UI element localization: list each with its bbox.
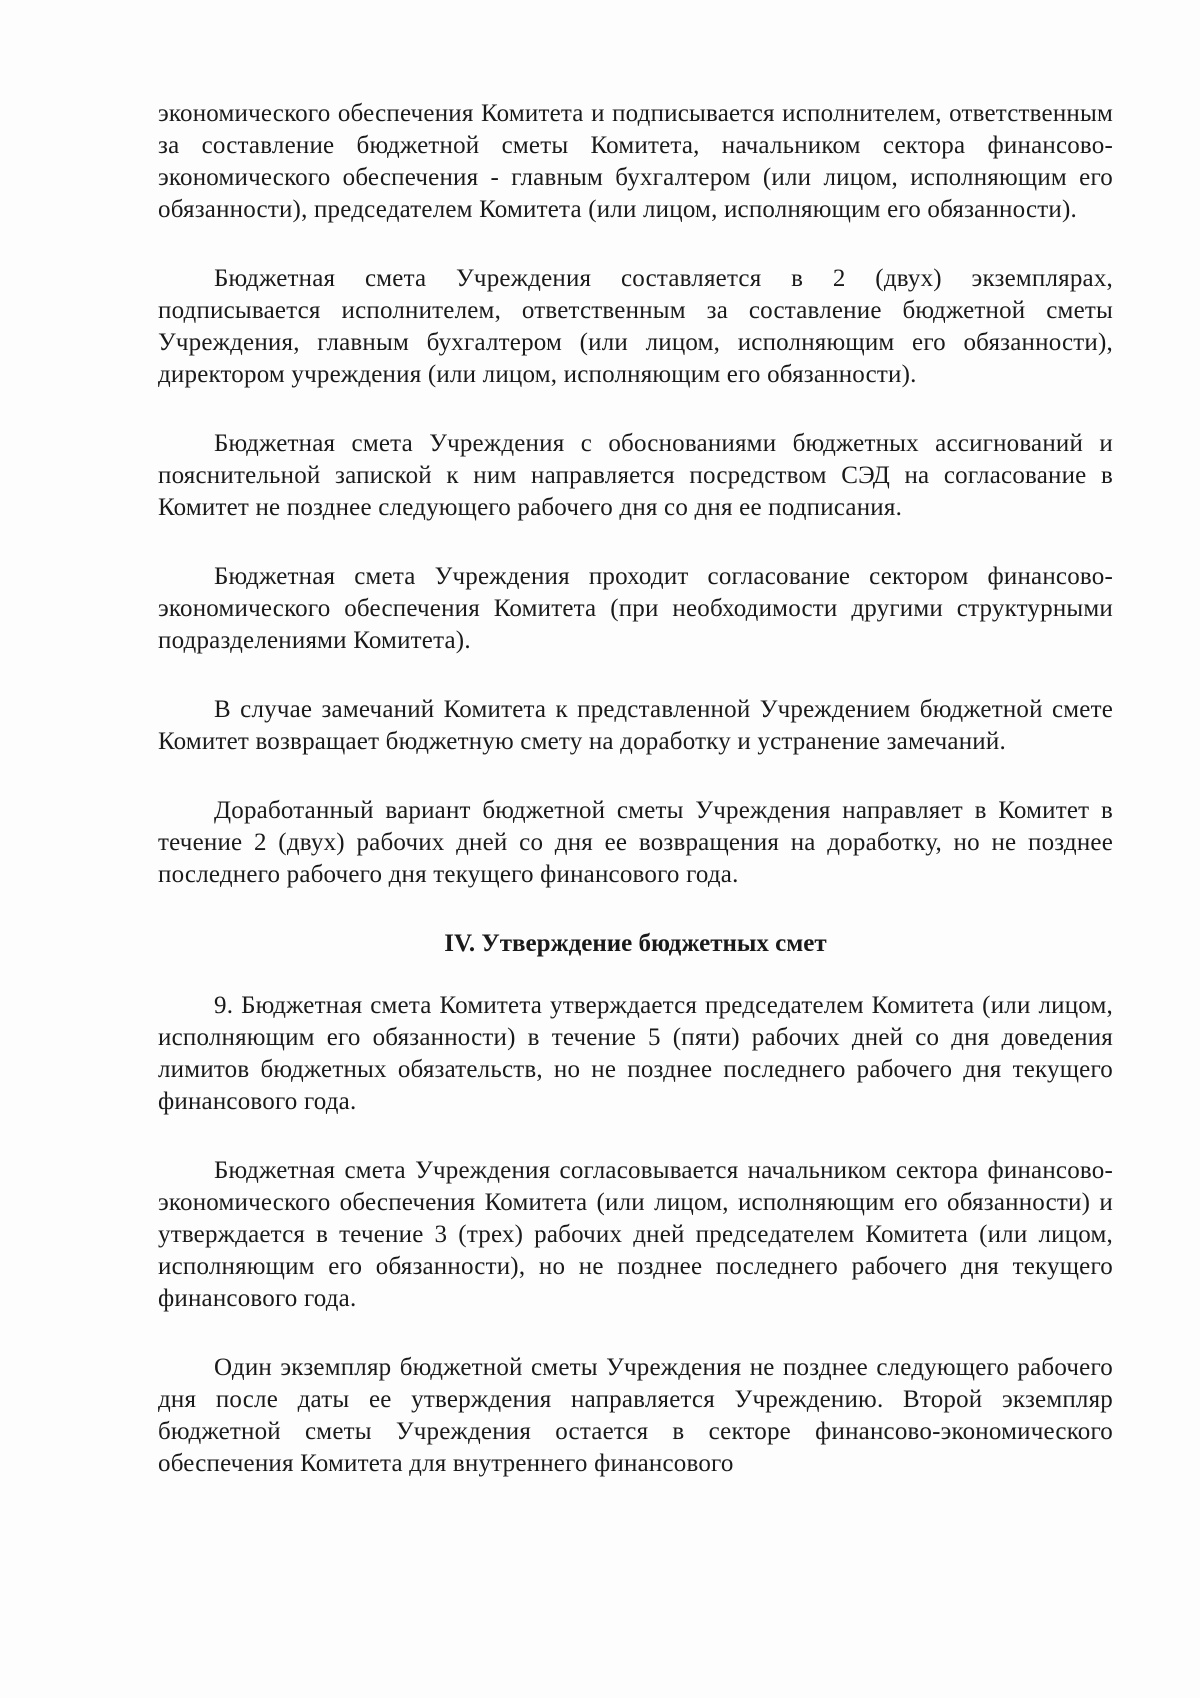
paragraph-revised-version: Доработанный вариант бюджетной сметы Учреждения направляет в Комитет в течение 2 (двух) рабочих дней со дня ее возвращения на доработку, но не позднее последнего рабочего дня текущего финансового года.	[158, 797, 1113, 888]
paragraph-estimate-approval-sector: Бюджетная смета Учреждения проходит согласование сектором финансово-экономического обеспечения Комитета (при необходимости другими структурными подразделениями Комитета).	[158, 563, 1113, 654]
paragraph-institution-estimate-copies: Бюджетная смета Учреждения составляется в 2 (двух) экземплярах, подписывается исполнителем, ответственным за составление бюджетной сметы Учреждения, главным бухгалтером (или лицом, исполняющим его обязанности), директором учреждения (или лицом, исполняющим его обязанности).	[158, 265, 1113, 388]
paragraph-continuation: экономического обеспечения Комитета и подписывается исполнителем, ответственным за составление бюджетной сметы Комитета, начальником сектора финансово-экономического обеспечения - главным бухгалтером (или лицом, исполняющим его обязанности), председателем Комитета (или лицом, исполняющим его обязанности).	[158, 100, 1113, 223]
paragraph-estimate-submission: Бюджетная смета Учреждения с обоснованиями бюджетных ассигнований и пояснительной запиской к ним направляется посредством СЭД на согласование в Комитет не позднее следующего рабочего дня со дня ее подписания.	[158, 430, 1113, 521]
paragraph-item-9: 9. Бюджетная смета Комитета утверждается председателем Комитета (или лицом, исполняющим его обязанности) в течение 5 (пяти) рабочих дней со дня доведения лимитов бюджетных обязательств, но не позднее последнего рабочего дня текущего финансового года.	[158, 992, 1113, 1115]
paragraph-estimate-copy-distribution: Один экземпляр бюджетной сметы Учреждения не позднее следующего рабочего дня после даты ее утверждения направляется Учреждению. Второй экземпляр бюджетной сметы Учреждения остается в секторе финансово-экономического обеспечения Комитета для внутреннего финансового	[158, 1354, 1113, 1477]
paragraph-institution-estimate-approval: Бюджетная смета Учреждения согласовывается начальником сектора финансово-экономического обеспечения Комитета (или лицом, исполняющим его обязанности) и утверждается в течение 3 (трех) рабочих дней председателем Комитета (или лицом, исполняющим его обязанности), но не позднее последнего рабочего дня текущего финансового года.	[158, 1157, 1113, 1312]
document-body	[158, 98, 1113, 1517]
section-heading: IV. Утверждение бюджетных смет	[444, 930, 827, 957]
paragraph-remarks-return: В случае замечаний Комитета к представленной Учреждением бюджетной смете Комитет возвращает бюджетную смету на доработку и устранение замечаний.	[158, 696, 1113, 755]
